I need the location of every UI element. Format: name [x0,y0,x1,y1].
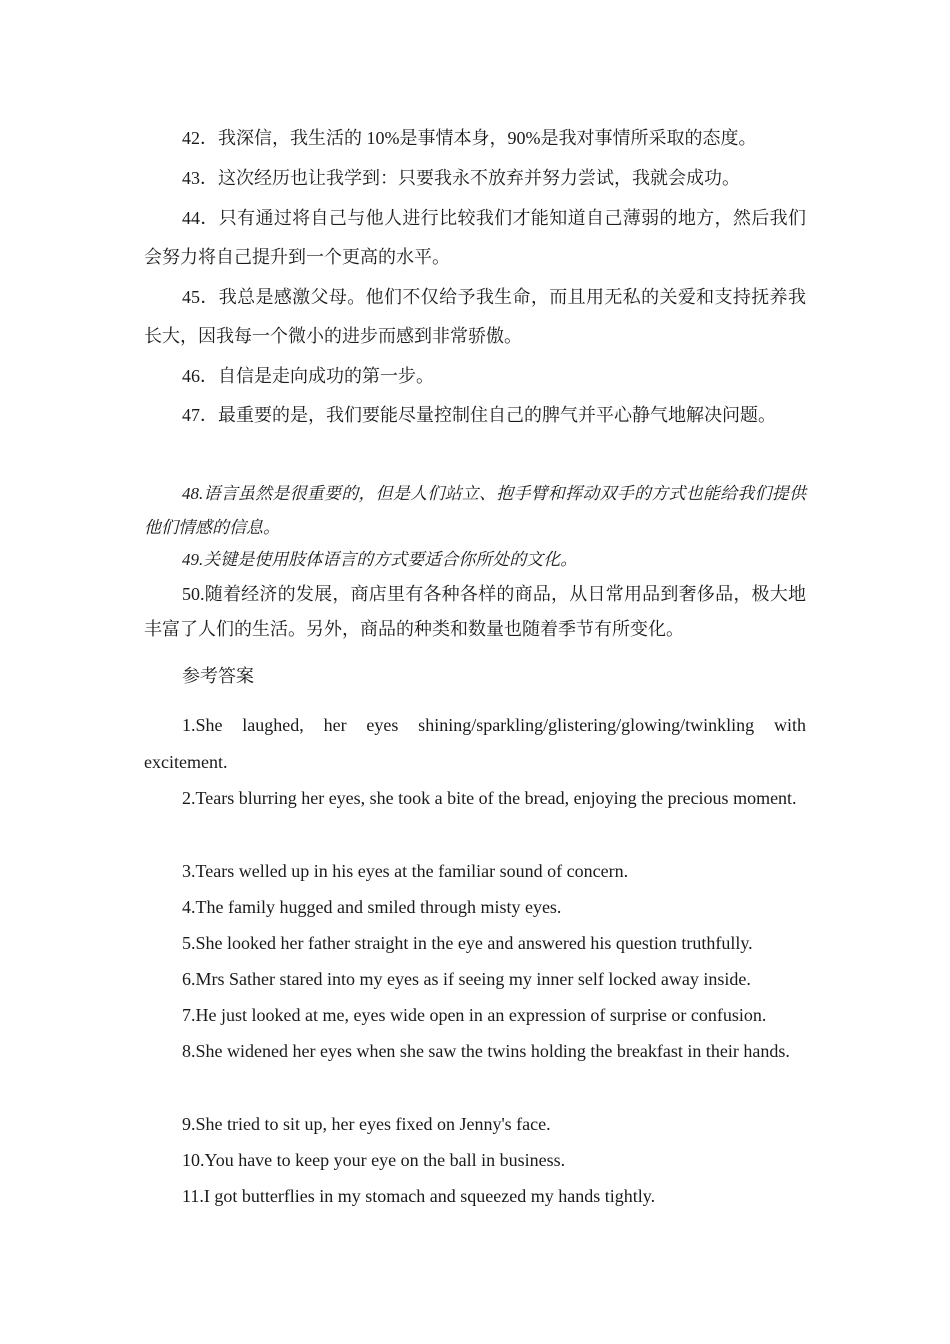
cn-item-45: 45．我总是感激父母。他们不仅给予我生命，而且用无私的关爱和支持抚养我长大，因我每一个微小的进步而感到非常骄傲。 [144,287,806,346]
cn-item-46: 46．自信是走向成功的第一步。 [182,366,434,386]
cn-item-50: 50.随着经济的发展，商店里有各种各样的商品，从日常用品到奢侈品，极大地丰富了人们的生活。另外，商品的种类和数量也随着季节有所变化。 [144,584,806,639]
cn-item-42: 42．我深信，我生活的 10%是事情本身，90%是我对事情所采取的态度。 [182,128,757,148]
cn-item-43: 43．这次经历也让我学到：只要我永不放弃并努力尝试，我就会成功。 [182,168,740,188]
cn-item-48: 48.语言虽然是很重要的，但是人们站立、抱手臂和挥动双手的方式也能给我们提供他们情感的信息。 [144,484,806,537]
answer-item-9: 9.She tried to sit up, her eyes fixed on Jenny's face. [182,1114,551,1134]
answer-item-6: 6.Mrs Sather stared into my eyes as if seeing my inner self locked away inside. [182,969,751,989]
answer-item-4: 4.The family hugged and smiled through misty eyes. [182,897,562,917]
answer-item-1: 1.She laughed, her eyes shining/sparkling/glistering/glowing/twinkling with excitement. [144,715,806,772]
answer-item-3: 3.Tears welled up in his eyes at the familiar sound of concern. [182,861,629,881]
answer-item-10: 10.You have to keep your eye on the ball in business. [182,1150,566,1170]
answer-heading: 参考答案 [182,666,254,686]
cn-item-44: 44．只有通过将自己与他人进行比较我们才能知道自己薄弱的地方，然后我们会努力将自己提升到一个更高的水平。 [144,208,806,267]
answer-item-11: 11.I got butterflies in my stomach and squeezed my hands tightly. [182,1186,656,1206]
answer-item-8: 8.She widened her eyes when she saw the twins holding the breakfast in their hands. [182,1041,790,1061]
cn-item-47: 47．最重要的是，我们要能尽量控制住自己的脾气并平心静气地解决问题。 [182,405,776,425]
cn-item-49: 49.关键是使用肢体语言的方式要适合你所处的文化。 [182,550,578,569]
answer-item-7: 7.He just looked at me, eyes wide open in an expression of surprise or confusion. [182,1005,767,1025]
answer-item-5: 5.She looked her father straight in the eye and answered his question truthfully. [182,933,753,953]
answer-item-2: 2.Tears blurring her eyes, she took a bite of the bread, enjoying the precious moment. [182,788,797,808]
